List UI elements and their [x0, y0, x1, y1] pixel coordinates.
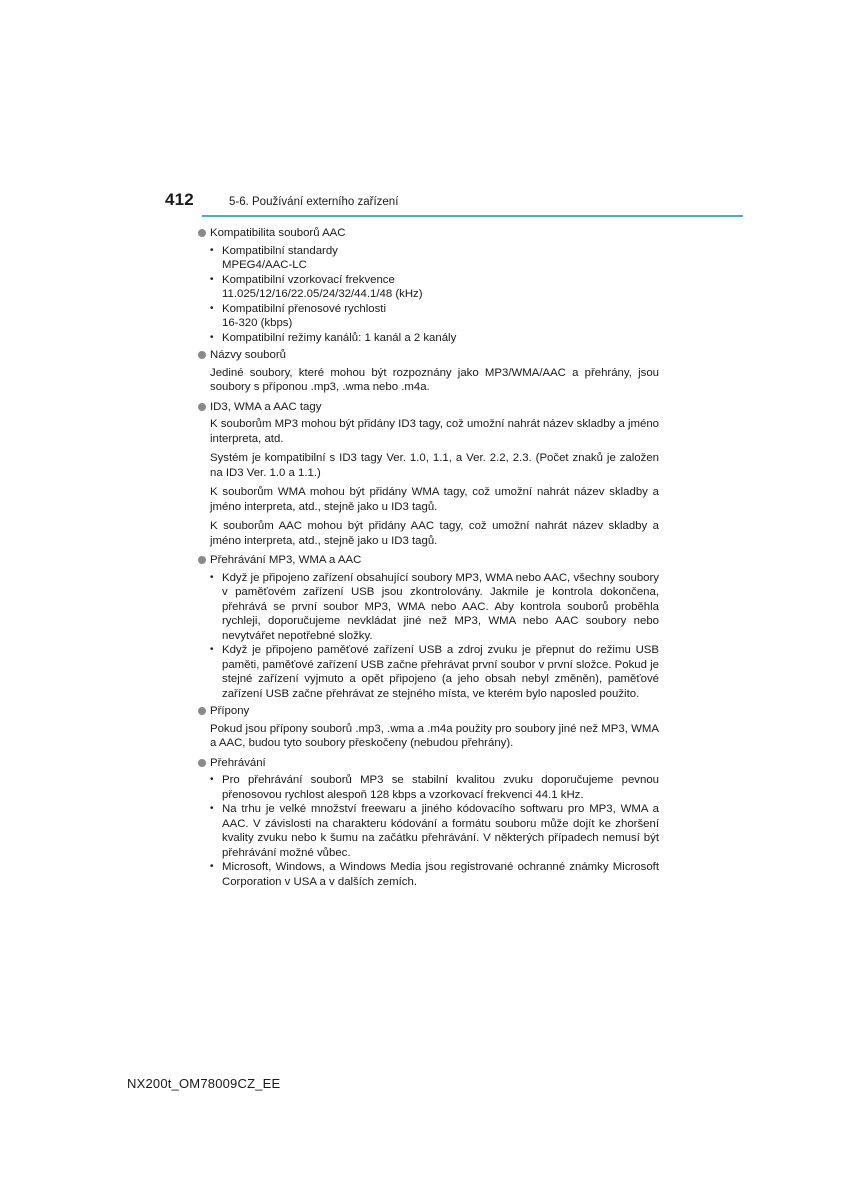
header-divider: [202, 215, 743, 217]
small-bullet-icon: •: [210, 571, 214, 583]
list-item-text: Když je připojeno zařízení obsahující soubory MP3, WMA nebo AAC, všechny soubory v paměťovém zařízení USB jsou zkontrolovány. Jakmile je kontrola dokončena, přehrává se první soubor MP3, WMA nebo AAC. Aby kontrola souborů proběhla rychleji, doporučujeme nevkládat jiné než MP3, WMA nebo AAC soubory nebo nevytvářet nepotřebné složky.: [222, 571, 659, 642]
list-item-text: Když je připojeno paměťové zařízení USB a zdroj zvuku je přepnut do režimu USB paměti, paměťové zařízení USB začne přehrávat první soubor v první složce. Pokud je stejné zařízení vyjmuto a opět připojeno (a jeho obsah nebyl změněn), paměťové zařízení USB začne přehrávat ze stejného místa, ve kterém bylo naposled použito.: [222, 644, 659, 700]
section-heading-text: Názvy souborů: [210, 349, 286, 361]
section-heading-text: Přehrávání MP3, WMA a AAC: [210, 554, 362, 566]
list-item: [197, 860, 659, 889]
paragraph: K souborům WMA mohou být přidány WMA tagy, což umožní nahrát název skladby a jméno interpreta, atd., stejně jako u ID3 tagů.: [210, 486, 659, 513]
small-bullet-icon: •: [210, 331, 214, 343]
page-number: 412: [165, 190, 194, 209]
paragraph: K souborům AAC mohou být přidány AAC tagy, což umožní nahrát název skladby a jméno interpreta, atd., stejně jako u ID3 tagů.: [210, 520, 659, 547]
list-item-text: Na trhu je velké množství freewaru a jiného kódovacího softwaru pro MP3, WMA a AAC. V závislosti na charakteru kódování a formátu souboru může dojít ke zhoršení kvality zvuku nebo k šumu na začátku přehrávání. V některých případech nemusí být přehrávání možné vůbec.: [222, 803, 659, 859]
circle-bullet-icon: [198, 229, 206, 237]
list-item: [197, 643, 659, 701]
paragraph: K souborům MP3 mohou být přidány ID3 tagy, což umožní nahrát název skladby a jméno interpreta, atd.: [210, 418, 659, 445]
small-bullet-icon: •: [210, 244, 214, 256]
small-bullet-icon: •: [210, 273, 214, 285]
list-item-text: Kompatibilní přenosové rychlosti: [222, 302, 386, 315]
small-bullet-icon: •: [210, 803, 214, 814]
section-heading-text: ID3, WMA a AAC tagy: [210, 400, 322, 413]
circle-bullet-icon: [198, 707, 206, 715]
list-item: [197, 302, 659, 331]
circle-bullet-icon: [198, 403, 206, 411]
section: [197, 756, 659, 890]
section-title: 5-6. Používání externího zařízení: [229, 196, 399, 208]
section: [197, 400, 659, 549]
section-heading: [197, 348, 659, 363]
list-item: [197, 273, 659, 302]
list-item-text: Pro přehrávání souborů MP3 se stabilní kvalitou zvuku doporučujeme pevnou přenosovou rychlost alespoň 128 kbps a vzorkovací frekvenci 44.1 kHz.: [222, 774, 659, 801]
small-bullet-icon: •: [210, 644, 214, 655]
sub-list: [197, 244, 659, 346]
list-item-text: 16-320 (kbps): [222, 317, 293, 329]
section: [197, 348, 659, 395]
list-item-text: Kompatibilní standardy: [222, 244, 338, 257]
section-heading: [197, 704, 659, 719]
section: [197, 553, 659, 701]
list-item: [197, 571, 659, 644]
list-item: [197, 773, 659, 802]
small-bullet-icon: •: [210, 861, 214, 872]
paragraph: Jediné soubory, které mohou být rozpoznány jako MP3/WMA/AAC a přehrány, jsou soubory s příponou .mp3, .wma nebo .m4a.: [210, 366, 659, 393]
sub-list: [197, 773, 659, 889]
page-content: [197, 226, 659, 892]
list-item-text: 11.025/12/16/22.05/24/32/44.1/48 (kHz): [222, 288, 423, 300]
list-item-text: Kompatibilní režimy kanálů: 1 kanál a 2 kanály: [222, 331, 457, 344]
section-heading-text: Přehrávání: [210, 756, 266, 769]
paragraph: Systém je kompatibilní s ID3 tagy Ver. 1.0, 1.1, a Ver. 2.2, 2.3. (Počet znaků je založen na ID3 Ver. 1.0 a 1.1.): [210, 452, 659, 479]
section-heading: [197, 400, 659, 415]
circle-bullet-icon: [198, 351, 206, 359]
small-bullet-icon: •: [210, 774, 214, 785]
circle-bullet-icon: [198, 556, 206, 564]
paragraph: Pokud jsou přípony souborů .mp3, .wma a .m4a použity pro soubory jiné než MP3, WMA a AAC, budou tyto soubory přeskočeny (nebudou přehrány).: [210, 722, 659, 749]
list-item: [197, 331, 659, 346]
list-item: [197, 244, 659, 273]
section: [197, 226, 659, 345]
section-heading-text: Kompatibilita souborů AAC: [210, 227, 346, 239]
list-item-text: Microsoft, Windows, a Windows Media jsou registrované ochranné známky Microsoft Corporation v USA a v dalších zemích.: [222, 861, 659, 888]
list-item-text: Kompatibilní vzorkovací frekvence: [222, 273, 395, 286]
section-heading: [197, 553, 659, 568]
circle-bullet-icon: [198, 759, 206, 767]
list-item: [197, 802, 659, 860]
section: [197, 704, 659, 751]
section-heading: [197, 226, 659, 241]
sub-list: [197, 571, 659, 702]
small-bullet-icon: •: [210, 302, 214, 314]
section-heading-text: Přípony: [210, 705, 250, 717]
list-item-text: MPEG4/AAC-LC: [222, 259, 307, 271]
section-heading: [197, 756, 659, 771]
document-code: NX200t_OM78009CZ_EE: [127, 1076, 281, 1091]
